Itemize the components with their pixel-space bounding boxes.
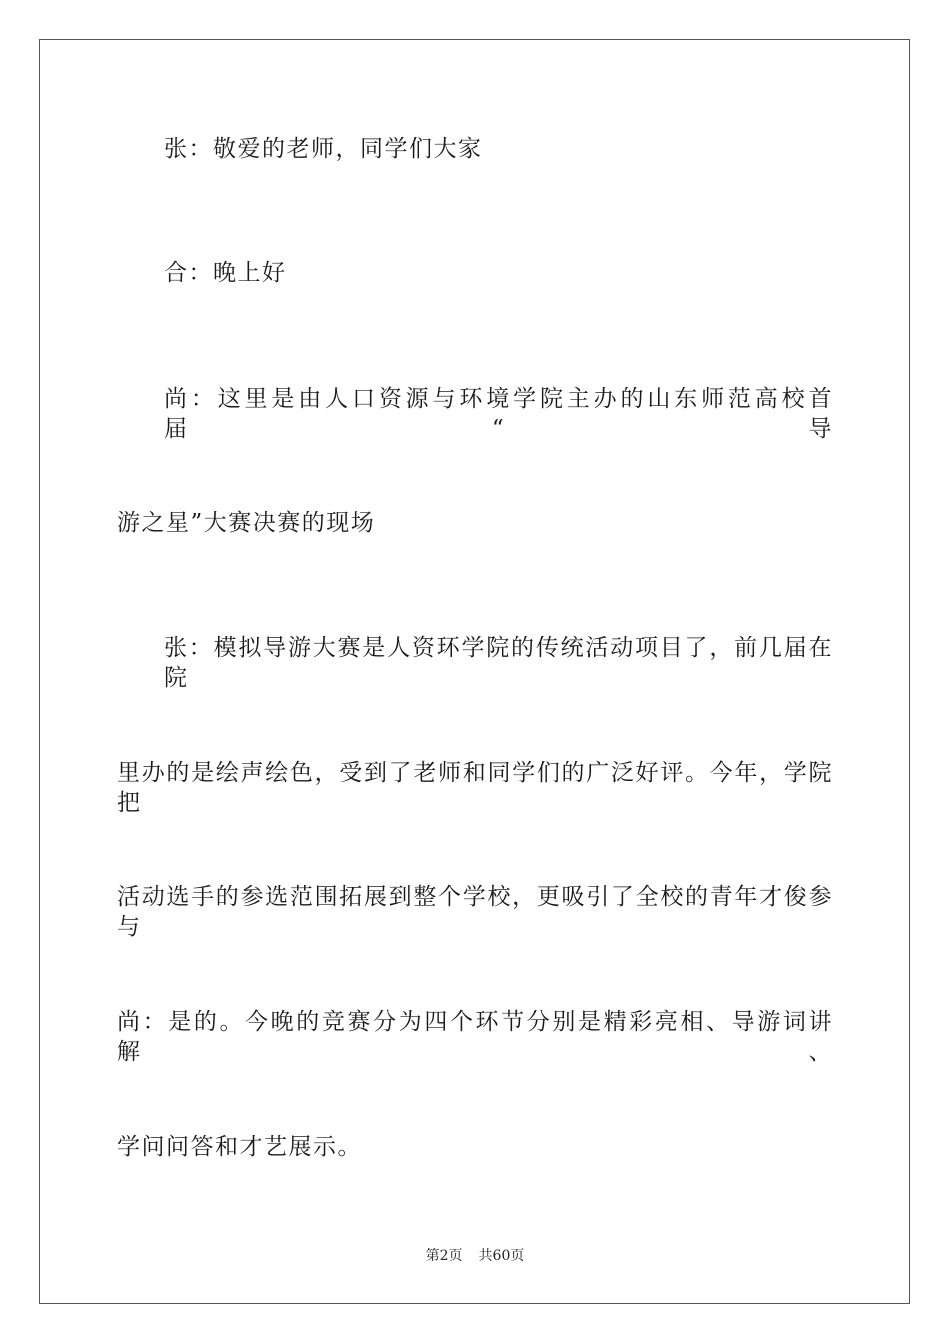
- page-footer: [0, 1246, 950, 1266]
- dialogue-line-5: 尚：是的。今晚的竞赛分为四个环节分别是精彩亮相、导游词讲解、: [117, 1009, 833, 1065]
- dialogue-line-4: 张：模拟导游大赛是人资环学院的传统活动项目了，前几届在院: [164, 635, 833, 691]
- dialogue-line-3: 尚：这里是由人口资源与环境学院主办的山东师范高校首届“导: [164, 386, 833, 442]
- dialogue-line-5-continued: 学问问答和才艺展示。: [117, 1134, 362, 1160]
- dialogue-line-1: 张：敬爱的老师，同学们大家: [164, 136, 483, 162]
- dialogue-line-3-continued: 游之星”大赛决赛的现场: [117, 510, 376, 536]
- page-number: 第2页: [425, 1248, 463, 1264]
- page-total: 共60页: [478, 1248, 525, 1264]
- dialogue-line-4-continued-2: 活动选手的参选范围拓展到整个学校，更吸引了全校的青年才俊参与: [117, 884, 833, 940]
- dialogue-line-4-continued-1: 里办的是绘声绘色，受到了老师和同学们的广泛好评。今年，学院把: [117, 760, 833, 816]
- dialogue-line-2: 合：晚上好: [164, 260, 287, 286]
